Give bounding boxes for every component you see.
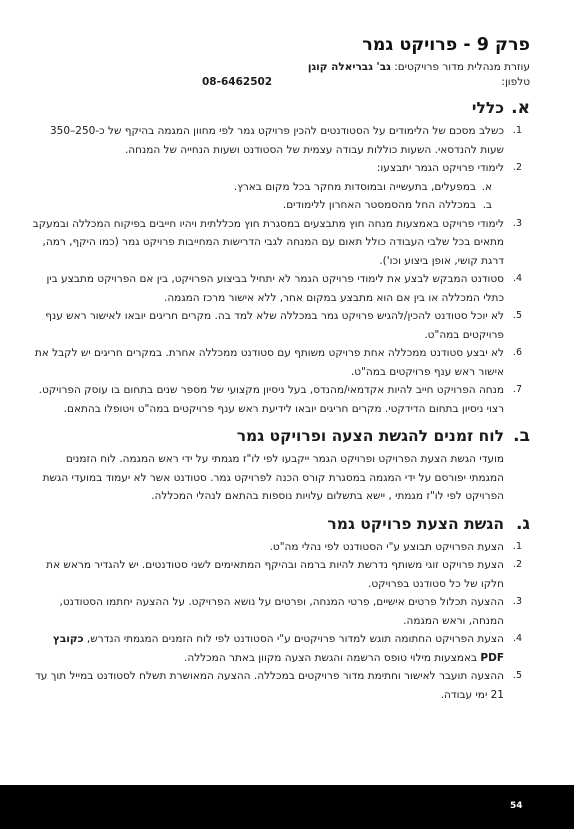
sub-list-item: [32, 196, 504, 215]
section-a-heading: [32, 98, 530, 118]
list-item: [32, 667, 530, 704]
footer-bar: [0, 785, 574, 829]
list-item: [32, 159, 530, 215]
item-text: הצעת הפרויקט תבוצע ע"י הסטודנט לפי נהלי מה"ט.: [269, 540, 504, 553]
contact-block: [32, 60, 530, 90]
item-text: לא יבצע סטודנט ממכללה אחת פרויקט משותף עם סטודנט ממכללה אחרת. במקרים חריגים יש לקבל את אישור ראש ענף פרויקטים במה"ט.: [34, 347, 504, 378]
item-number: 2.: [512, 559, 522, 570]
list-item: [32, 593, 530, 630]
item-text: מנחה הפרויקט חייב להיות אקדמאי/מהנדס, בעל ניסיון מקצועי של מספר שנים בתחום בו עוסק הפרויקט. רצוי ניסיון בתחום הדידקטי. מקרים חריגים יובאו לידיעת ראש ענף פרויקטים במה"ט ויטופלו בהתאם.: [38, 384, 504, 415]
item-text: כשלב מסכם של הלימודים על הסטודנטים להכין פרויקט גמר לפי מחוון המגמה בהיקף של כ-250–350 שעות להנדסאי. השעות כוללות עבודה עצמית של הסטודנט ושעות הנחייה של המנחה.: [49, 125, 504, 156]
contact-role: עוזרת מנהלית מדור פרויקטים:: [394, 61, 530, 73]
item-text: לימודי פרויקט הגמר יתבצעו:: [376, 162, 504, 174]
page-content: [32, 34, 530, 704]
section-b-title: לוח זמנים להגשת הצעה ופרויקט גמר: [236, 427, 504, 445]
sub-item-text: במפעלים, בתעשייה ובמוסדות מחקר בכל מקום בארץ.: [233, 180, 476, 193]
section-a-list: [32, 122, 530, 418]
item-number: 5.: [512, 310, 522, 321]
section-c-heading: [32, 514, 530, 534]
item-number: 2.: [512, 162, 522, 173]
section-b-letter: ב.: [513, 426, 530, 446]
contact-line-1: [32, 60, 530, 75]
page-number: 54: [510, 801, 523, 811]
list-item: [32, 556, 530, 593]
item-number: 5.: [512, 670, 522, 681]
phone-number: 08-6462502: [202, 76, 273, 88]
item-text: ההצעה תועבר לאישור וחתימת מדור פרויקטים במכללה. ההצעה המאושרת תשלח לסטודנט במייל תוך עד 21 ימי עבודה.: [35, 670, 504, 701]
list-item: [32, 122, 530, 159]
item-text-end: באמצעות מילוי טופס הרשמה והגשת הצעה מקוון באתר המכללה.: [184, 651, 481, 664]
section-a-title: כללי: [471, 99, 504, 117]
phone-label: טלפון:: [501, 76, 530, 88]
list-item: [32, 307, 530, 344]
item-number: 1.: [512, 125, 522, 136]
section-a-letter: א.: [511, 98, 530, 118]
item-number: 1.: [512, 540, 522, 552]
list-item: [32, 538, 530, 557]
list-item: [32, 270, 530, 307]
list-item: [32, 215, 530, 271]
item-text: סטודנט המבקש לבצע את לימודי פרויקט הגמר לא יתחיל בביצוע הפרויקט, בין אם הפרויקט מתבצע בין כתלי המכללה או בין אם הוא מתבצע במקום אחר, ללא אישור מרכז המגמה.: [46, 273, 504, 304]
item-number: 3.: [512, 596, 522, 607]
item-number: 4.: [512, 633, 522, 644]
item-number: 4.: [512, 273, 522, 284]
item-text: הצעת פרויקט זוגי משותף נדרשת להיות ברמה ובהיקף המתאימים לשני סטודנטים. יש להגדיר מראש את חלקו של כל סטודנט בפרויקט.: [46, 559, 504, 590]
item-number: 3.: [512, 217, 522, 229]
sub-item-text: במכללה החל מהסמסטר האחרון ללימודים.: [282, 199, 476, 211]
section-b-paragraph: מועדי הגשת הצעת הפרויקט ופרויקט הגמר ייקבעו לפי לו"ז מגמתי על ידי ראש המגמה. לוח הזמנים המגמתי יפורסם על ידי המגמה במסגרת קורס הכנה לפרויקט גמר. סטודנט אשר לא יעמוד במועדי הגשת הפרויקט לפי לו"ז מגמתי , יישא בתשלום עלויות נוספות בהתאם לנהלי המכללה.: [42, 453, 504, 502]
item-number: 7.: [512, 384, 522, 395]
contact-line-2: [32, 75, 530, 90]
section-c-list: [32, 538, 530, 705]
list-item: [32, 344, 530, 381]
chapter-title: פרק 9 - פרויקט גמר: [362, 35, 530, 55]
item-text: לימודי פרויקט באמצעות מנחה חוץ מתבצעים במסגרת חוץ מכללתית ויהיו חייבים בפיקוח המכללה ובמעקב מתאים בכל שלבי העבודה כולל תאום עם המנחה לגבי הדרישות המחייבות פרויקט גמר (כמו היקף, רמה, דרגת קושי, אופן ביצוע וכו').: [32, 217, 504, 267]
sub-item-letter: ב.: [482, 199, 492, 211]
item-text-bold: כקובץ PDF: [52, 633, 504, 664]
sub-list: [32, 178, 504, 215]
list-item: [32, 381, 530, 418]
section-b-heading: [32, 426, 530, 446]
contact-name: גב' גבריאלה קוגן: [307, 61, 391, 73]
item-text: לא יוכל סטודנט להכין/להגיש פרויקט גמר במכללה שלא למד בה. מקרים חריגים יובאו לאישור ראש ענף פרויקטים במה"ט.: [45, 310, 504, 341]
section-c-letter: ג.: [515, 513, 530, 534]
item-text-start: הצעת הפרויקט החתומה תוגש למדור פרויקטים ע"י הסטודנט לפי לוח הזמנים המגמתי הנדרש,: [83, 633, 504, 645]
list-item: [32, 630, 530, 667]
sub-item-letter: א.: [481, 180, 492, 193]
section-c-title: הגשת הצעת פרויקט גמר: [327, 514, 504, 533]
item-text: ההצעה תכלול פרטים אישיים, פרטי המנחה, ופרטים על נושא הפרויקט. על ההצעה יחתמו הסטודנט, המנחה, וראש המגמה.: [59, 596, 504, 627]
item-number: 6.: [512, 347, 522, 358]
sub-list-item: [32, 178, 504, 197]
